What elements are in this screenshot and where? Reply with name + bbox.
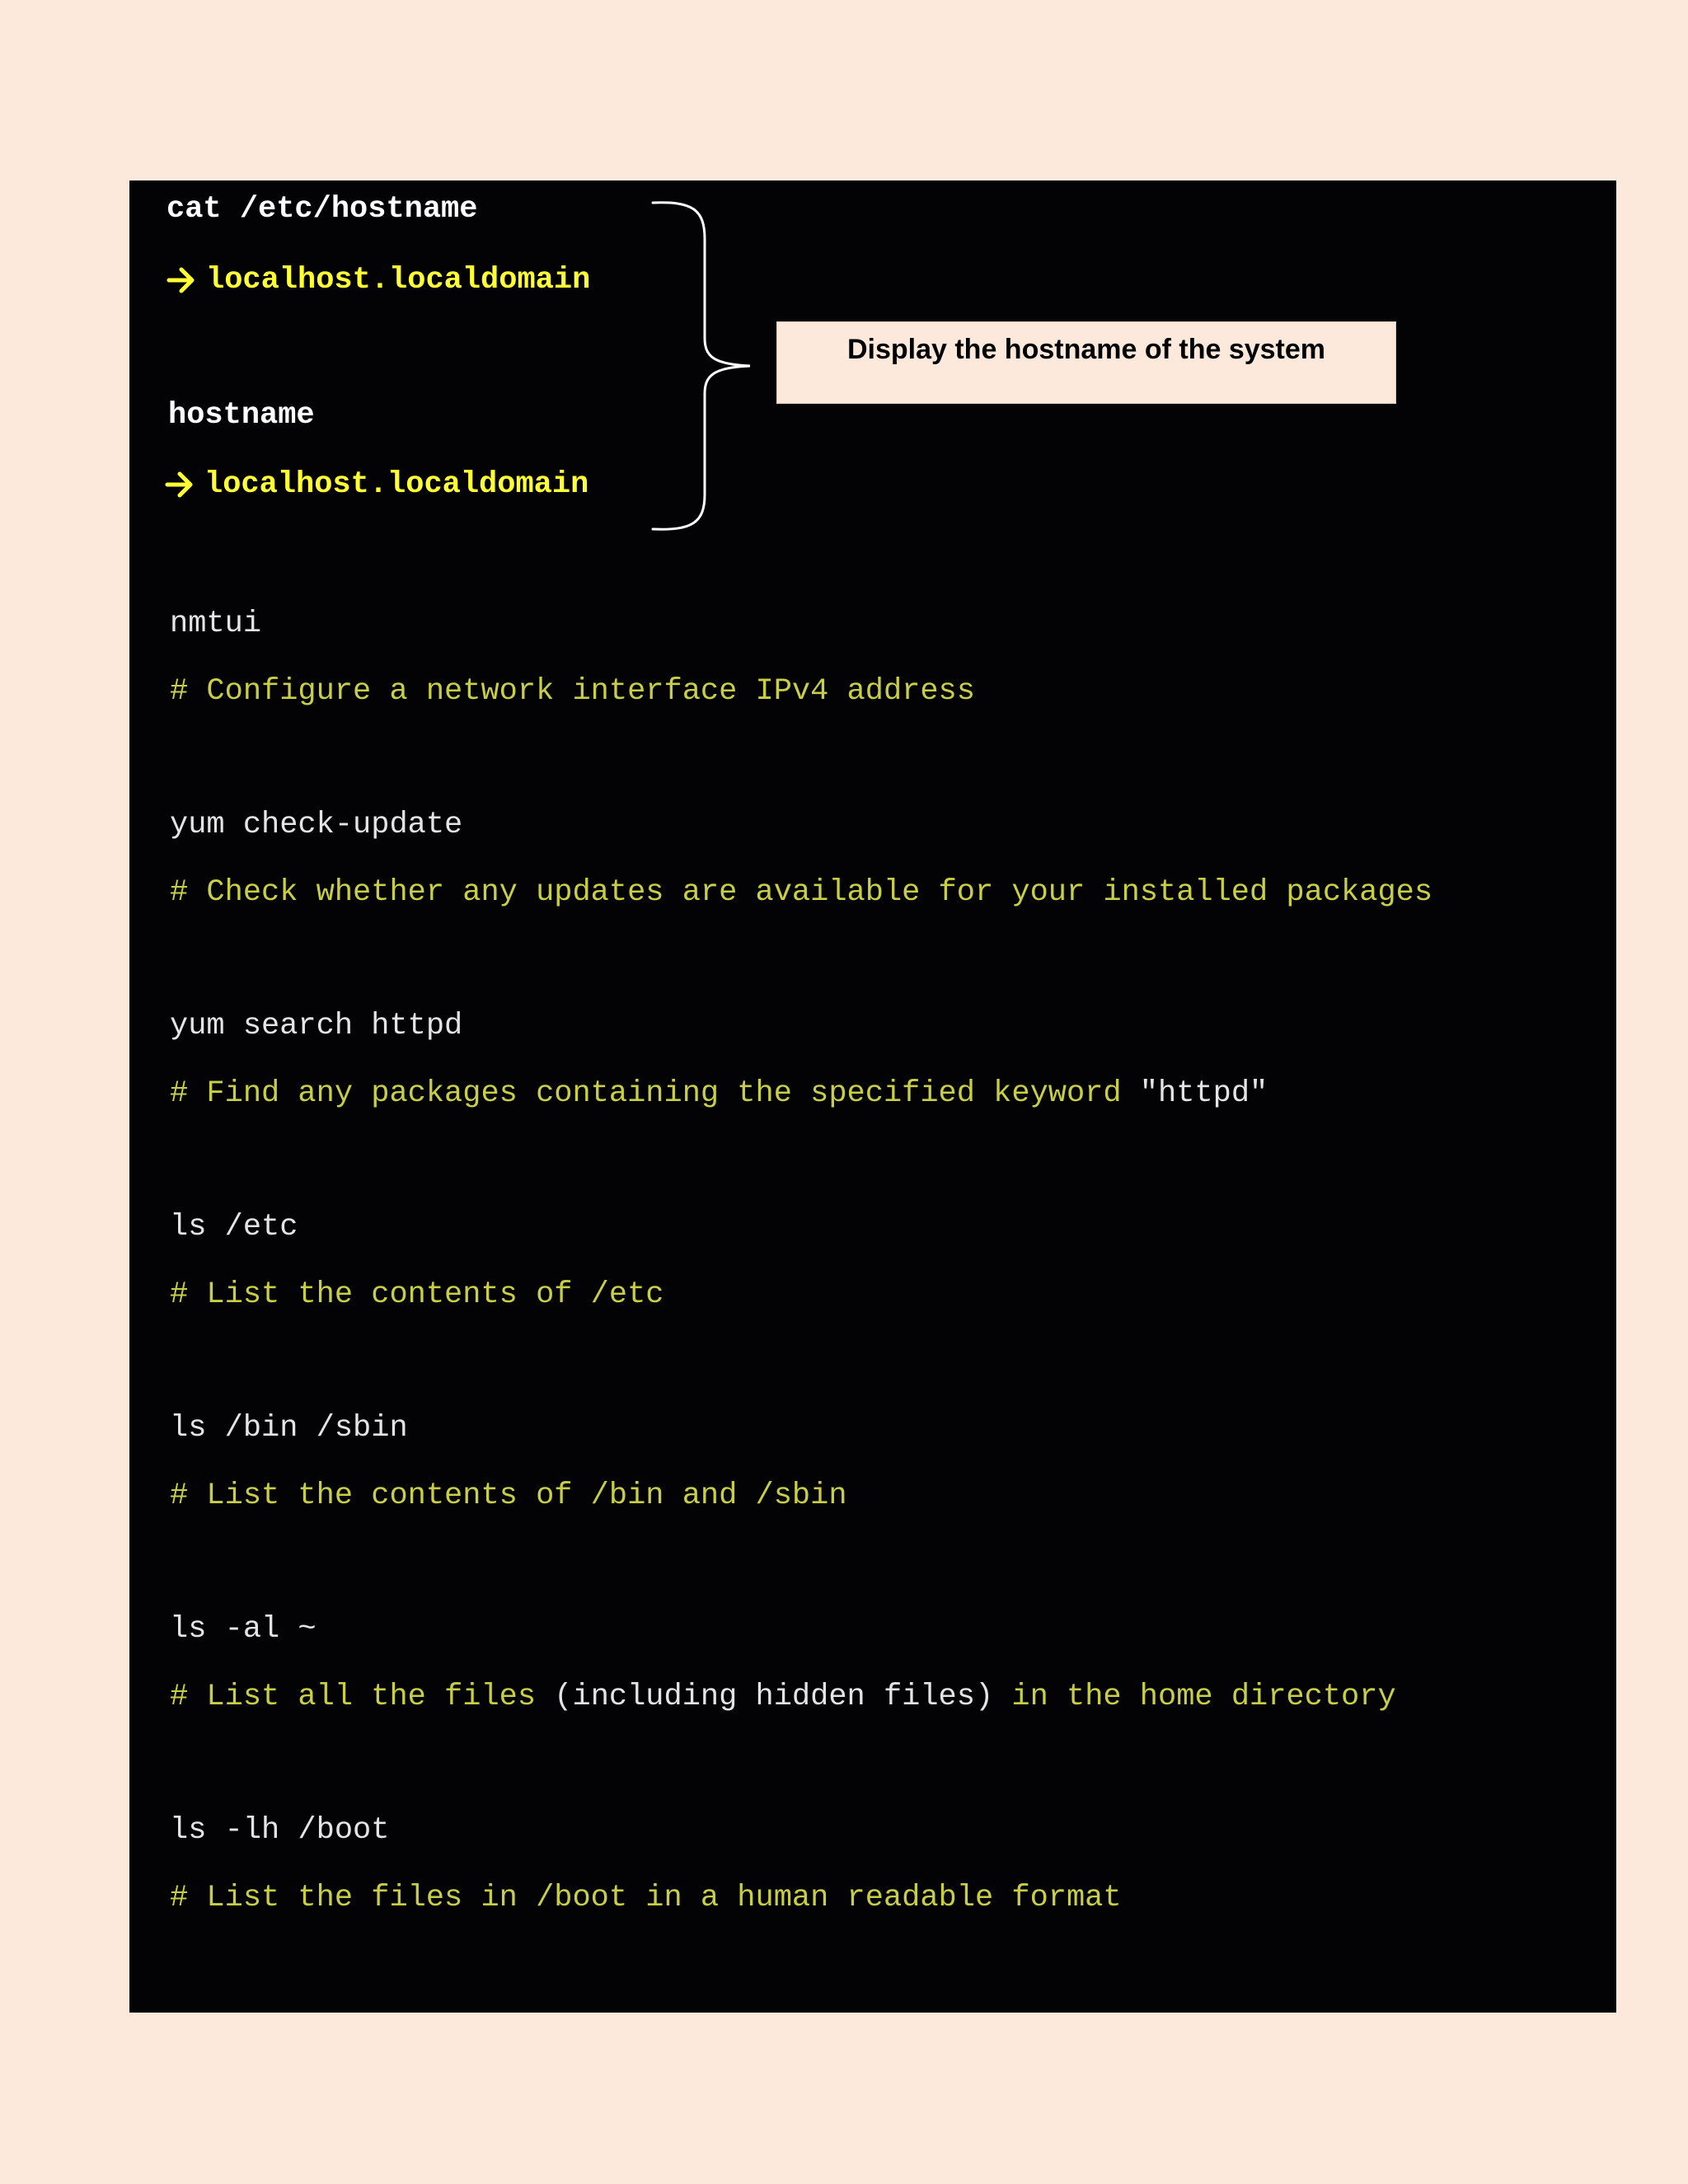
command-hostname: hostname [168, 398, 315, 433]
callout-text: Display the hostname of the system [846, 333, 1326, 365]
output-line-1 [166, 262, 590, 298]
comment-yum-check-update: # Check whether any updates are available for your installed packages [170, 875, 1433, 910]
command-ls-bin-sbin: ls /bin /sbin [170, 1411, 408, 1446]
command-yum-search: yum search httpd [170, 1009, 463, 1043]
curly-brace-icon [643, 198, 767, 536]
output-line-2 [165, 466, 588, 503]
comment-yum-search-text: # Find any packages containing the specified keyword [170, 1076, 1140, 1111]
comment-yum-search-keyword: "httpd" [1139, 1076, 1268, 1111]
comment-ls-etc: # List the contents of /etc [170, 1277, 664, 1312]
output-hostname-2: localhost.localdomain [204, 467, 589, 502]
command-cat-hostname: cat /etc/hostname [166, 192, 478, 227]
output-hostname-1: localhost.localdomain [206, 263, 591, 298]
comment-nmtui: # Configure a network interface IPv4 address [170, 674, 975, 709]
comment-ls-lh-boot: # List the files in /boot in a human readable format [170, 1881, 1122, 1915]
comment-ls-al [170, 1679, 1396, 1715]
command-ls-al: ls -al ~ [170, 1612, 316, 1647]
comment-yum-search [170, 1076, 1268, 1112]
comment-ls-al-suffix: in the home directory [993, 1680, 1396, 1714]
comment-ls-al-highlight: (including hidden files) [554, 1680, 994, 1714]
command-nmtui: nmtui [170, 607, 262, 641]
hostname-callout [776, 321, 1396, 404]
command-ls-etc: ls /etc [170, 1210, 298, 1244]
command-ls-lh-boot: ls -lh /boot [170, 1813, 390, 1848]
comment-ls-al-prefix: # List all the files [170, 1680, 555, 1714]
right-arrow-icon [165, 468, 195, 501]
command-yum-check-update: yum check-update [170, 808, 463, 842]
comment-ls-bin-sbin: # List the contents of /bin and /sbin [170, 1479, 847, 1513]
right-arrow-icon [166, 264, 196, 297]
